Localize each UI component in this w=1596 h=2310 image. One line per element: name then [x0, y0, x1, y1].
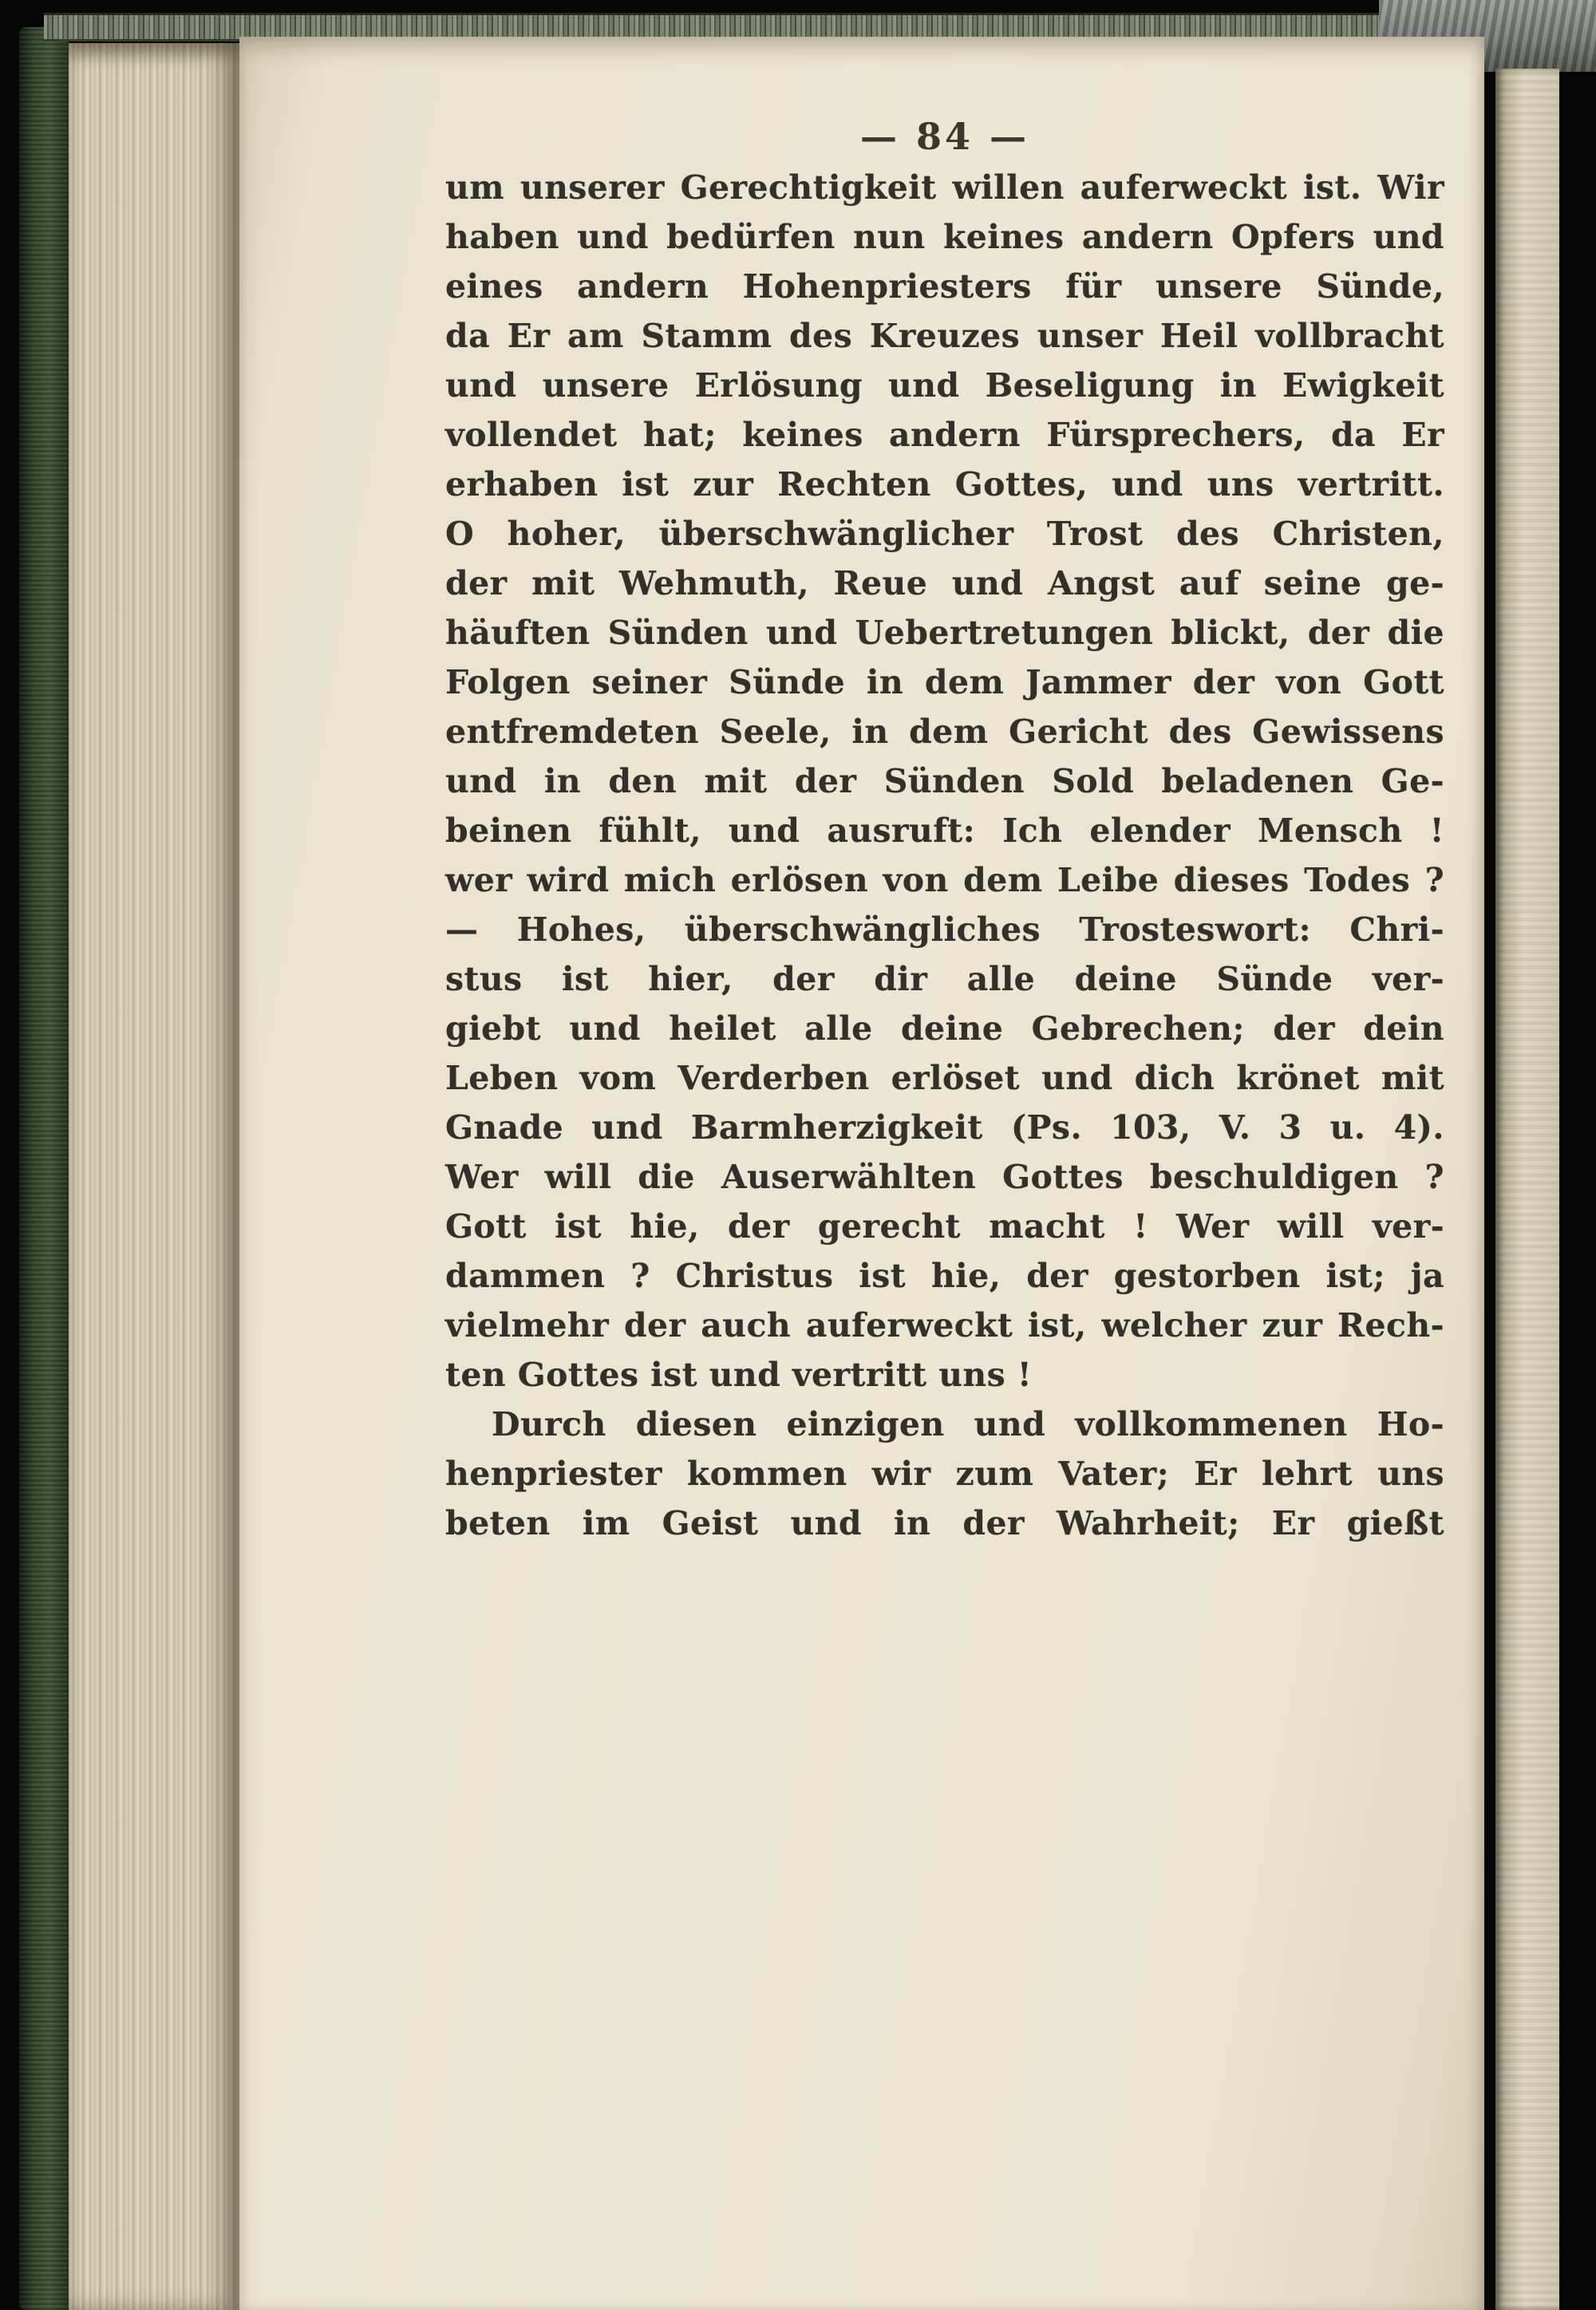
facing-page-edge — [1495, 69, 1559, 2310]
text-line: entfremdeten Seele, in dem Gericht des Gewissens — [445, 713, 1444, 751]
book-cover-edge — [19, 27, 69, 2310]
text-line: eines andern Hohenpriesters für unsere Sünde, — [445, 267, 1444, 306]
text-line: beten im Geist und in der Wahrheit; Er gießt — [445, 1504, 1444, 1542]
text-line: dammen ? Christus ist hie, der gestorben ist; ja — [445, 1257, 1444, 1295]
text-line: wer wird mich erlösen von dem Leibe dieses Todes ? — [445, 861, 1444, 899]
text-line: giebt und heilet alle deine Gebrechen; der dein — [445, 1009, 1444, 1048]
body-text — [445, 163, 1444, 1548]
text-line: der mit Wehmuth, Reue und Angst auf seine ge- — [445, 564, 1444, 602]
text-line: vollendet hat; keines andern Fürsprechers, da Er — [445, 416, 1444, 454]
text-line: haben und bedürfen nun keines andern Opfers und — [445, 218, 1444, 256]
text-line: und in den mit der Sünden Sold beladenen Ge- — [445, 762, 1444, 800]
text-line: erhaben ist zur Rechten Gottes, und uns vertritt. — [445, 465, 1444, 503]
page-number: — 84 — — [859, 115, 1030, 158]
text-line: und unsere Erlösung und Beseligung in Ewigkeit — [445, 366, 1444, 405]
text-line: ten Gottes ist und vertritt uns ! — [445, 1356, 1033, 1394]
text-line: häuften Sünden und Uebertretungen blickt, der die — [445, 614, 1444, 652]
text-line: henpriester kommen wir zum Vater; Er lehrt uns — [445, 1455, 1444, 1493]
text-line: Durch diesen einzigen und vollkommenen Ho- — [492, 1405, 1444, 1443]
text-line: Folgen seiner Sünde in dem Jammer der von Gott — [445, 663, 1444, 701]
text-line: Wer will die Auserwählten Gottes beschuldigen ? — [445, 1158, 1444, 1196]
text-line: — Hohes, überschwängliches Trosteswort: Chri- — [445, 910, 1444, 949]
text-line: O hoher, überschwänglicher Trost des Christen, — [445, 515, 1444, 553]
text-line: Gott ist hie, der gerecht macht ! Wer will ver- — [445, 1207, 1444, 1246]
text-line: um unserer Gerechtigkeit willen auferweckt ist. Wir — [445, 168, 1444, 207]
text-line: Gnade und Barmherzigkeit (Ps. 103, V. 3 u. 4). — [445, 1108, 1444, 1147]
page-stack-edges — [69, 43, 239, 2310]
text-line: vielmehr der auch auferweckt ist, welcher zur Rech- — [445, 1306, 1444, 1345]
text-line: beinen fühlt, und ausruft: Ich elender Mensch ! — [445, 811, 1444, 850]
text-line: stus ist hier, der dir alle deine Sünde ver- — [445, 960, 1444, 998]
text-line: Leben vom Verderben erlöset und dich krönet mit — [445, 1059, 1444, 1097]
text-line: da Er am Stamm des Kreuzes unser Heil vollbracht — [445, 317, 1444, 355]
book-page — [239, 37, 1484, 2310]
